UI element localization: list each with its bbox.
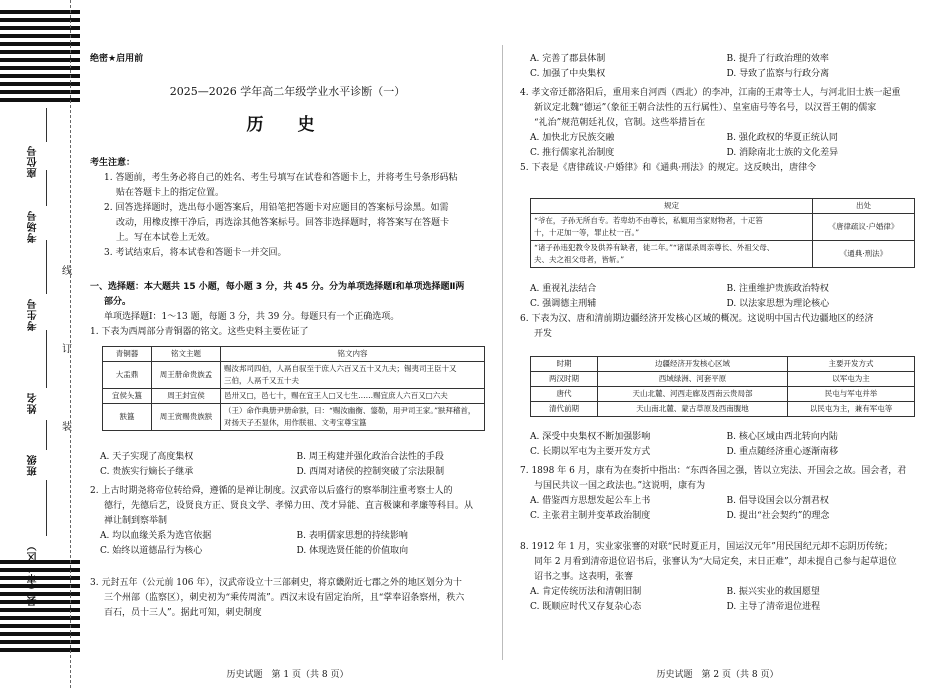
option-d: D. 消除南北士族的文化差异 <box>726 148 839 158</box>
table-cell: 以民屯为主，兼有军屯等 <box>788 402 915 417</box>
q5-options <box>520 282 915 342</box>
notice-line: 2. 回答选择题时，选出每小题答案后，用铅笔把答题卡对应题目的答案标号涂黑。如需 <box>104 203 449 213</box>
notice-line: 改动，用橡皮擦干净后，再选涂其他答案标号。回答非选择题时，将答案写在答题卡 <box>116 218 450 228</box>
question-line: 同年 2 月看到清帝退位诏书后，张謇认为“大局定矣，末日正难”，却未提自己参与起草退位 <box>534 557 897 567</box>
section-title: 一、选择题：本大题共 15 小题，每小题 3 分，共 45 分。分为单项选择题Ⅰ和单项选择题Ⅱ两 <box>90 282 465 292</box>
option-d: D. 重点随经济重心逐渐南移 <box>726 447 839 457</box>
option-b: B. 注重维护贵族政治特权 <box>726 284 829 294</box>
notice-title: 考生注意： <box>90 158 136 168</box>
option-a: A. 天子实现了高度集权 <box>100 452 194 462</box>
question-line: 三个州部（监察区），刺史初为“乘传周流”。西汉末设有固定治所，且“掌奉诏条察州，秩六 <box>104 593 465 603</box>
question-line: 8. 1912 年 1 月，实业家张謇的对联“民时夏正月，国运汉元年”用民国纪元却不忘阴历传统； <box>520 542 893 552</box>
table-header: 规定 <box>531 199 813 214</box>
question-line: 4. 孝文帝迁都洛阳后，重用来自河西（西北）的李冲，江南的王肃等士人，与河北旧士族一起重 <box>520 88 901 98</box>
option-c: C. 贵族实行嫡长子继承 <box>100 467 194 477</box>
option-c: C. 既顺应时代又存复杂心态 <box>530 602 642 612</box>
table-header: 铭文内容 <box>221 347 485 362</box>
option-b: B. 表明儒家思想的持续影响 <box>296 531 408 541</box>
option-c: C. 长期以军屯为主要开发方式 <box>530 447 651 457</box>
table-row <box>531 214 915 241</box>
q5-table <box>530 198 915 268</box>
question-line: 3. 元封五年（公元前 106 年），汉武帝设立十三部刺史，将京畿附近七郡之外的地区划分为十 <box>90 578 462 588</box>
table-cell: “爷在，子孙无所自专。若卑幼不由尊长，私辄用当家财物者，十疋笞 十，十疋加一等，罪止杖一百。” <box>531 214 813 241</box>
page-2 <box>520 0 915 688</box>
q3-options <box>520 52 915 82</box>
option-c: C. 强调德主刑辅 <box>530 299 597 309</box>
option-b: B. 核心区域由西北转向内陆 <box>726 432 838 442</box>
table-row <box>531 402 915 417</box>
question-line: 与国民共议一国之政法也。”这说明，康有为 <box>534 481 706 491</box>
table-cell: 大盂鼎 <box>103 362 152 389</box>
secret-mark: 绝密★启用前 <box>90 54 144 64</box>
option-d: D. 西周对诸侯的控制突破了宗法限制 <box>296 467 445 477</box>
page-footer-left: 历史试题 第 1 页（共 8 页） <box>226 670 349 680</box>
table-cell: 民屯与军屯并举 <box>788 387 915 402</box>
question-2 <box>90 484 485 559</box>
table-header: 铭文主题 <box>152 347 221 362</box>
table-row <box>103 362 485 389</box>
q6-table <box>530 356 915 417</box>
table-cell: 清代前期 <box>531 402 598 417</box>
seat-number-label: 座位号 <box>28 145 39 178</box>
section-1 <box>90 280 485 340</box>
question-4 <box>520 86 915 176</box>
question-line: 7. 1898 年 6 月，康有为在奏折中指出：“东西各国之强，皆以立宪法、开国会之故。国会者，君 <box>520 466 907 476</box>
table-cell: 周王封宜侯 <box>152 389 221 404</box>
name-label: 姓名 <box>28 392 39 414</box>
table-header: 边疆经济开发核心区域 <box>598 357 788 372</box>
option-b: B. 强化政权的华夏正统认同 <box>726 133 838 143</box>
question-line: 禅让制到察举制 <box>104 516 168 526</box>
option-d: D. 提出“社会契约”的理念 <box>726 511 830 521</box>
table-cell: 《唐律疏议·户婚律》 <box>813 214 915 241</box>
table-cell: 㝬簋 <box>103 404 152 431</box>
question-stem: 5. 下表是《唐律疏议·户婚律》和《通典·刑法》的规定。这反映出，唐律令 <box>520 163 817 173</box>
option-a: A. 深受中央集权不断加强影响 <box>530 432 651 442</box>
notice-line: 上。写在本试卷上无效。 <box>116 233 216 243</box>
option-b: B. 提升了行政治理的效率 <box>726 54 829 64</box>
table-header: 时期 <box>531 357 598 372</box>
table-row <box>103 404 485 431</box>
question-7 <box>520 464 915 524</box>
option-b: B. 振兴实业的救国愿望 <box>726 587 820 597</box>
table-cell: 唐代 <box>531 387 598 402</box>
exam-title: 2025—2026 学年高二年级学业水平诊断（一） <box>169 85 406 98</box>
option-d: D. 以法家思想为理论核心 <box>726 299 830 309</box>
option-b: B. 周王构建并强化政治合法性的手段 <box>296 452 444 462</box>
table-cell: 邑卅又□，邑七十，赐在宜王人□又七生……赐宜庶人六百又□六夫 <box>221 389 485 404</box>
table-cell: 《通典·刑法》 <box>813 241 915 268</box>
student-number-label: 考生号 <box>28 298 39 331</box>
option-c: C. 加强了中央集权 <box>530 69 606 79</box>
option-c: C. 主张君主制并变革政治制度 <box>530 511 651 521</box>
subject-title: 历 史 <box>246 115 329 135</box>
table-cell: “诸子孙违犯教令及供养有缺者，徒二年。”“诸谋杀周亲尊长、外祖父母、 夫、夫之祖父母者，皆斩。” <box>531 241 813 268</box>
q1-options <box>90 450 485 480</box>
class-label: 班级 <box>28 454 39 476</box>
table-header: 出处 <box>813 199 915 214</box>
table-cell: 以军屯为主 <box>788 372 915 387</box>
question-line: 新议定北魏“德运”（象征王朝合法性的五行属性）、皇室庙号等名号，以汉晋王朝的儒家 <box>534 103 877 113</box>
option-d: D. 体现选贤任能的价值取向 <box>296 546 409 556</box>
question-stem: 1. 下表为西周部分青铜器的铭文。这些史料主要佐证了 <box>90 327 309 337</box>
binding-word-line: 线 <box>62 266 72 277</box>
option-a: A. 肯定传统历法和清朝旧制 <box>530 587 642 597</box>
exam-room-label: 考场号 <box>28 210 39 243</box>
notice-line: 3. 考试结束后，将本试卷和答题卡一并交回。 <box>104 248 287 258</box>
table-cell: （王）命作典册尹册命㝬，曰：“赐汝幽衡、鋚勒，用尹司王家。”㝬拜稽首， 对扬天子丕显休，用作朕祖、文考宝尊宝簋 <box>221 404 485 431</box>
page-1 <box>90 0 485 688</box>
table-cell: 周王赏赐贵族㝬 <box>152 404 221 431</box>
option-b: B. 倡导设国会以分割君权 <box>726 496 829 506</box>
table-cell: 宜侯夨簋 <box>103 389 152 404</box>
table-cell: 天山北麓、河西走廊及西南云贵局部 <box>598 387 788 402</box>
county-label: 县（市、区） <box>28 540 39 606</box>
question-3 <box>90 576 485 621</box>
section-sub: 单项选择题Ⅰ：1～13 题，每题 3 分，共 39 分。每题只有一个正确选项。 <box>104 312 400 322</box>
section-title: 部分。 <box>104 297 132 307</box>
table-header: 主要开发方式 <box>788 357 915 372</box>
question-line: 德行，先德后艺，设贤良方正、贤良文学、孝悌力田、茂才异能、直言极谏和孝廉等科目。从 <box>104 501 474 511</box>
binding-word-bind: 订 <box>62 344 72 355</box>
question-line: 6. 下表为汉、唐和清前期边疆经济开发核心区域的概况。这说明中国古代边疆地区的经济 <box>520 314 874 324</box>
table-cell: 天山南北麓、蒙古草原及西南腹地 <box>598 402 788 417</box>
question-line: 诏书之事。这表明，张謇 <box>534 572 634 582</box>
page-footer-right: 历史试题 第 2 页（共 8 页） <box>656 670 779 680</box>
notice-block <box>90 156 485 261</box>
option-d: D. 主导了清帝退位进程 <box>726 602 821 612</box>
table-row <box>531 372 915 387</box>
table-cell: 赐汝邦司四伯，人鬲自驭至于庶人六百又五十又九夫；锡夷司王臣十又 三伯，人鬲千又五十夫 <box>221 362 485 389</box>
option-a: A. 完善了郡县体制 <box>530 54 606 64</box>
table-row <box>531 241 915 268</box>
notice-line: 贴在答题卡上的指定位置。 <box>116 188 225 198</box>
option-a: A. 借鉴西方思想发起公车上书 <box>530 496 651 506</box>
q1-table <box>102 346 485 431</box>
question-line: 百石，员十三人”。据此可知，刺史制度 <box>104 608 262 618</box>
table-header: 青铜器 <box>103 347 152 362</box>
table-row <box>103 389 485 404</box>
table-row <box>531 387 915 402</box>
question-line: 开发 <box>534 329 553 339</box>
binding-strip <box>0 0 82 688</box>
table-cell: 两汉时期 <box>531 372 598 387</box>
notice-line: 1. 答题前，考生务必将自己的姓名、考生号填写在试卷和答题卡上，并将考生号条形码粘 <box>104 173 458 183</box>
option-a: A. 均以血缘关系为选官依据 <box>100 531 212 541</box>
option-a: A. 加快北方民族交融 <box>530 133 615 143</box>
q6-options <box>520 430 915 460</box>
question-line: 2. 上古时期尧将帝位转给舜，遵循的是禅让制度。汉武帝以后盛行的察举制注重考察士人的 <box>90 486 453 496</box>
question-line: “礼治”规范朝廷礼仪，官制。这些举措旨在 <box>534 118 706 128</box>
option-c: C. 推行儒家礼治制度 <box>530 148 615 158</box>
binding-word-pack: 装 <box>62 422 72 433</box>
option-d: D. 导致了监察与行政分离 <box>726 69 830 79</box>
question-8 <box>520 540 915 615</box>
option-c: C. 始终以道德品行为核心 <box>100 546 203 556</box>
table-cell: 西域绿洲、河套平原 <box>598 372 788 387</box>
table-cell: 周王册命贵族孟 <box>152 362 221 389</box>
option-a: A. 重视礼法结合 <box>530 284 597 294</box>
